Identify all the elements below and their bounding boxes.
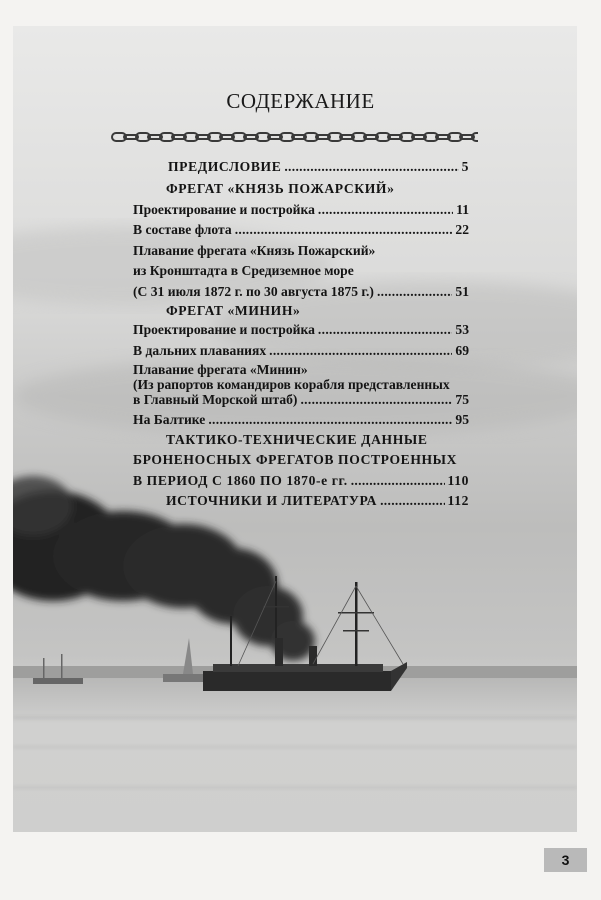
- toc-leader-dots: [380, 494, 444, 508]
- toc-entry: [133, 393, 469, 407]
- ship-photo: [13, 26, 577, 832]
- toc-entry-page: 110: [447, 473, 469, 488]
- toc-entry: [133, 323, 469, 337]
- toc-entry-page: 22: [455, 222, 469, 237]
- toc-leader-dots: [208, 413, 452, 427]
- page-number: 3: [544, 848, 587, 872]
- toc-entry-title: ИСТОЧНИКИ И ЛИТЕРАТУРА: [166, 493, 378, 508]
- toc-title: СОДЕРЖАНИЕ: [226, 89, 375, 113]
- toc-entry-title: Проектирование и постройка: [133, 322, 315, 337]
- toc-entry: [133, 223, 469, 237]
- toc-entry-title: На Балтике: [133, 412, 206, 427]
- toc-entry-page: 51: [455, 284, 469, 299]
- toc-entry: [133, 244, 375, 258]
- toc-leader-dots: [300, 393, 452, 407]
- toc-entry: [133, 413, 469, 427]
- toc-leader-dots: [377, 285, 452, 299]
- toc-entry: [133, 363, 308, 377]
- toc-entry: [133, 264, 354, 278]
- toc-entry: [166, 182, 394, 196]
- toc-entry: [133, 378, 450, 392]
- toc-entry: [168, 160, 469, 174]
- toc-entry-title: В ПЕРИОД С 1860 ПО 1870-е гг.: [133, 473, 348, 488]
- toc-entry-title: В составе флота: [133, 222, 232, 237]
- toc-entry-page: 75: [455, 392, 469, 407]
- toc-entry-page: 53: [455, 322, 469, 337]
- toc-entry: [166, 304, 300, 318]
- toc-entry-page: 112: [447, 493, 469, 508]
- toc-entry-page: 11: [456, 202, 469, 217]
- toc-entry-title: ФРЕГАТ «КНЯЗЬ ПОЖАРСКИЙ»: [166, 181, 395, 196]
- toc-entry-title: БРОНЕНОСНЫХ ФРЕГАТОВ ПОСТРОЕННЫХ: [133, 452, 458, 467]
- toc-entry-title: в Главный Морской штаб): [133, 392, 298, 407]
- toc-entry-page: 5: [461, 159, 469, 174]
- toc-entry-title: В дальних плаваниях: [133, 343, 267, 358]
- ship-photo-drawing: [13, 26, 577, 832]
- toc-entry-title: ТАКТИКО-ТЕХНИЧЕСКИЕ ДАННЫЕ: [166, 432, 428, 447]
- toc-leader-dots: [269, 344, 452, 358]
- toc-entry: [133, 285, 469, 299]
- toc-leader-dots: [318, 203, 453, 217]
- toc-entry-title: (Из рапортов командиров корабля представленных: [133, 377, 450, 392]
- toc-leader-dots: [284, 160, 458, 174]
- water: [13, 678, 577, 832]
- toc-entry: [166, 433, 428, 447]
- toc-entry: [133, 203, 469, 217]
- toc-entry-title: Плавание фрегата «Князь Пожарский»: [133, 243, 376, 258]
- toc-entry-title: ПРЕДИСЛОВИЕ: [168, 159, 282, 174]
- toc-entry: [133, 474, 469, 488]
- toc-entry-title: (С 31 июля 1872 г. по 30 августа 1875 г.): [133, 284, 374, 299]
- toc-entry-title: Плавание фрегата «Минин»: [133, 362, 308, 377]
- toc-entry-page: 95: [455, 412, 469, 427]
- toc-leader-dots: [351, 474, 445, 488]
- toc-leader-dots: [318, 323, 452, 337]
- chain-divider: [110, 131, 478, 143]
- toc-entry-title: из Кронштадта в Средиземное море: [133, 263, 354, 278]
- toc-entry: [166, 494, 469, 508]
- toc-leader-dots: [235, 223, 453, 237]
- toc-entry: [133, 453, 457, 467]
- toc-entry-title: Проектирование и постройка: [133, 202, 315, 217]
- toc-entry: [133, 344, 469, 358]
- toc-entry-title: ФРЕГАТ «МИНИН»: [166, 303, 301, 318]
- toc-entry-page: 69: [455, 343, 469, 358]
